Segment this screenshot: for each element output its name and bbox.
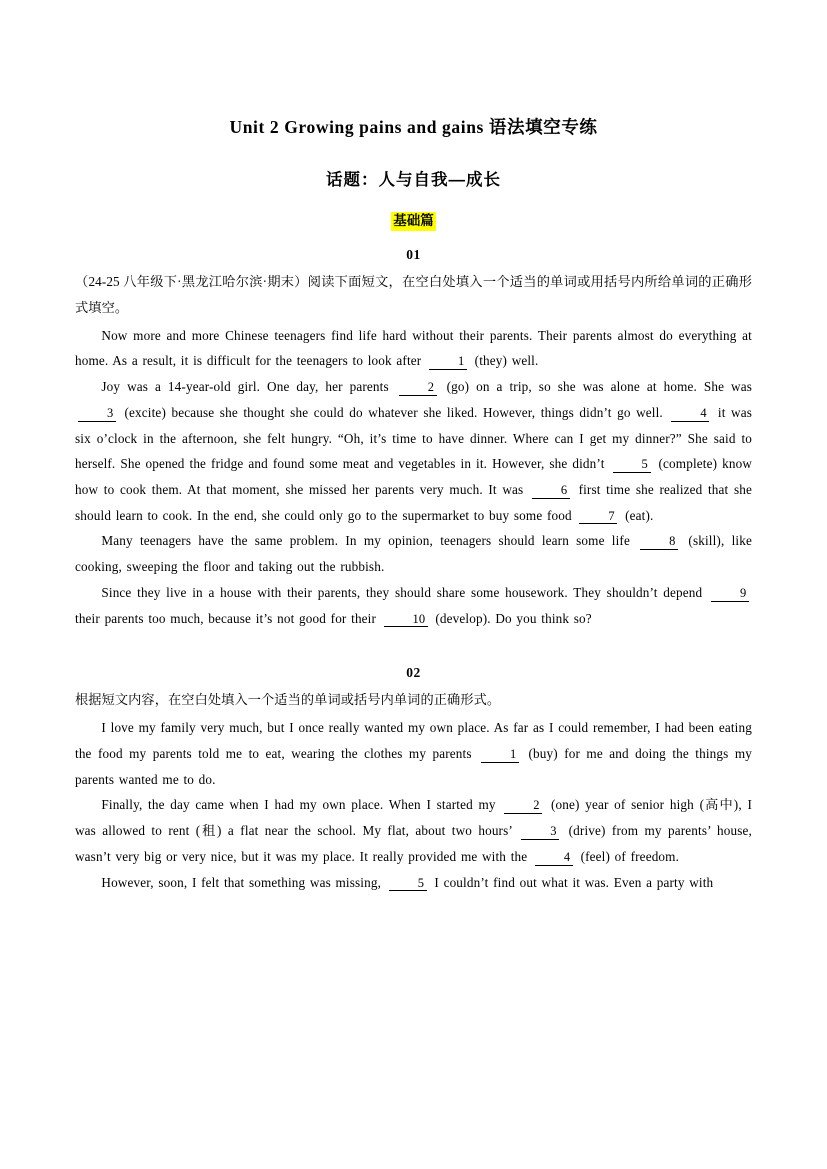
- answer-blank-7[interactable]: 7: [579, 510, 617, 525]
- document-subtitle: 话题：人与自我—成长: [326, 171, 501, 190]
- answer-blank-4[interactable]: 4: [535, 851, 573, 866]
- answer-blank-6[interactable]: 6: [532, 484, 570, 499]
- answer-blank-5[interactable]: 5: [613, 458, 651, 473]
- answer-blank-9[interactable]: 9: [711, 587, 749, 602]
- answer-blank-3[interactable]: 3: [521, 825, 559, 840]
- answer-blank-2[interactable]: 2: [504, 799, 542, 814]
- text-segment: Since they live in a house with their parents, they should share some housework. They shouldn’t depend: [101, 584, 703, 600]
- text-segment: However, soon, I felt that something was missing,: [101, 874, 382, 890]
- text-segment: I love my family very much, but I once really wanted my own place. As far as I could remember, I had been eating the food my parents told me to eat, wearing the clothes my parents: [75, 720, 752, 761]
- exercise-directions: 根据短文内容，在空白处填入一个适当的单词或括号内单词的正确形式。: [75, 692, 501, 708]
- text-segment: Now more and more Chinese teenagers find life hard without their parents. Their parents almost do everything at home. As a result, it is difficult for the teenagers to look after: [75, 327, 752, 369]
- text-segment: first time she realized that she should learn to cook. In the end, she could only go to the supermarket to buy some food: [75, 482, 753, 523]
- text-segment: (excite) because she thought she could do whatever she liked. However, things didn’t go well.: [124, 404, 663, 420]
- section-badge-container: [75, 212, 752, 231]
- text-segment: it was six o’clock in the afternoon, she felt hungry. “Oh, it’s time to have dinner. Where can I get my dinner?” She said to herself. She opened the fridge and found some meat and vegetables in it. However, she didn’t: [75, 404, 752, 472]
- text-segment: Joy was a 14-year-old girl. One day, her parents: [101, 379, 389, 395]
- page-title: Unit 2 Growing pains and gains 语法填空专练: [229, 117, 598, 137]
- answer-blank-2[interactable]: 2: [399, 381, 437, 396]
- exercise-01: [75, 247, 752, 631]
- passage-paragraph: [75, 715, 752, 792]
- text-segment: I couldn’t find out what it was. Even a party with: [434, 874, 714, 890]
- passage-paragraph: [75, 528, 752, 579]
- answer-blank-5[interactable]: 5: [389, 877, 427, 892]
- passage-paragraph: [75, 792, 752, 869]
- text-segment: their parents too much, because it’s not good for their: [75, 610, 377, 626]
- exercise-directions: （24-25 八年级下·黑龙江哈尔滨·期末）阅读下面短文，在空白处填入一个适当的单词或用括号内所给单词的正确形式填空。: [75, 274, 752, 315]
- text-segment: Many teenagers have the same problem. In my opinion, teenagers should learn some life: [101, 533, 630, 549]
- answer-blank-3[interactable]: 3: [78, 407, 116, 422]
- passage-paragraph: [75, 870, 752, 896]
- answer-blank-1[interactable]: 1: [429, 355, 467, 370]
- text-segment: (buy) for me and doing the things my parents wanted me to do.: [75, 745, 752, 787]
- passage-paragraph: [75, 374, 752, 528]
- exercise-number: 01: [406, 247, 421, 263]
- passage-paragraph: [75, 580, 752, 631]
- text-segment: (they) well.: [474, 353, 539, 369]
- text-segment: (develop). Do you think so?: [435, 610, 592, 626]
- text-segment: Finally, the day came when I had my own place. When I started my: [101, 797, 496, 813]
- answer-blank-1[interactable]: 1: [481, 748, 519, 763]
- text-segment: (go) on a trip, so she was alone at home. She was: [446, 379, 752, 395]
- section-badge: 基础篇: [391, 212, 436, 231]
- exercise-number: 02: [406, 665, 421, 681]
- exercise-02: [75, 665, 752, 895]
- passage-paragraph: [75, 323, 752, 374]
- text-segment: (feel) of freedom.: [580, 848, 680, 864]
- text-segment: (eat).: [625, 507, 654, 523]
- text-segment: (one) year of senior high (高中), I was allowed to rent (租) a flat near the school. My flat, about two hours’: [75, 797, 752, 839]
- answer-blank-8[interactable]: 8: [640, 535, 678, 550]
- text-segment: (skill), like cooking, sweeping the floor and taking out the rubbish.: [75, 533, 752, 575]
- text-segment: (complete) know how to cook them. At that moment, she missed her parents very much. It was: [75, 456, 753, 497]
- answer-blank-10[interactable]: 10: [384, 613, 428, 628]
- answer-blank-4[interactable]: 4: [671, 407, 709, 422]
- text-segment: (drive) from my parents’ house, wasn’t very big or very nice, but it was my place. It really provided me with the: [75, 823, 752, 864]
